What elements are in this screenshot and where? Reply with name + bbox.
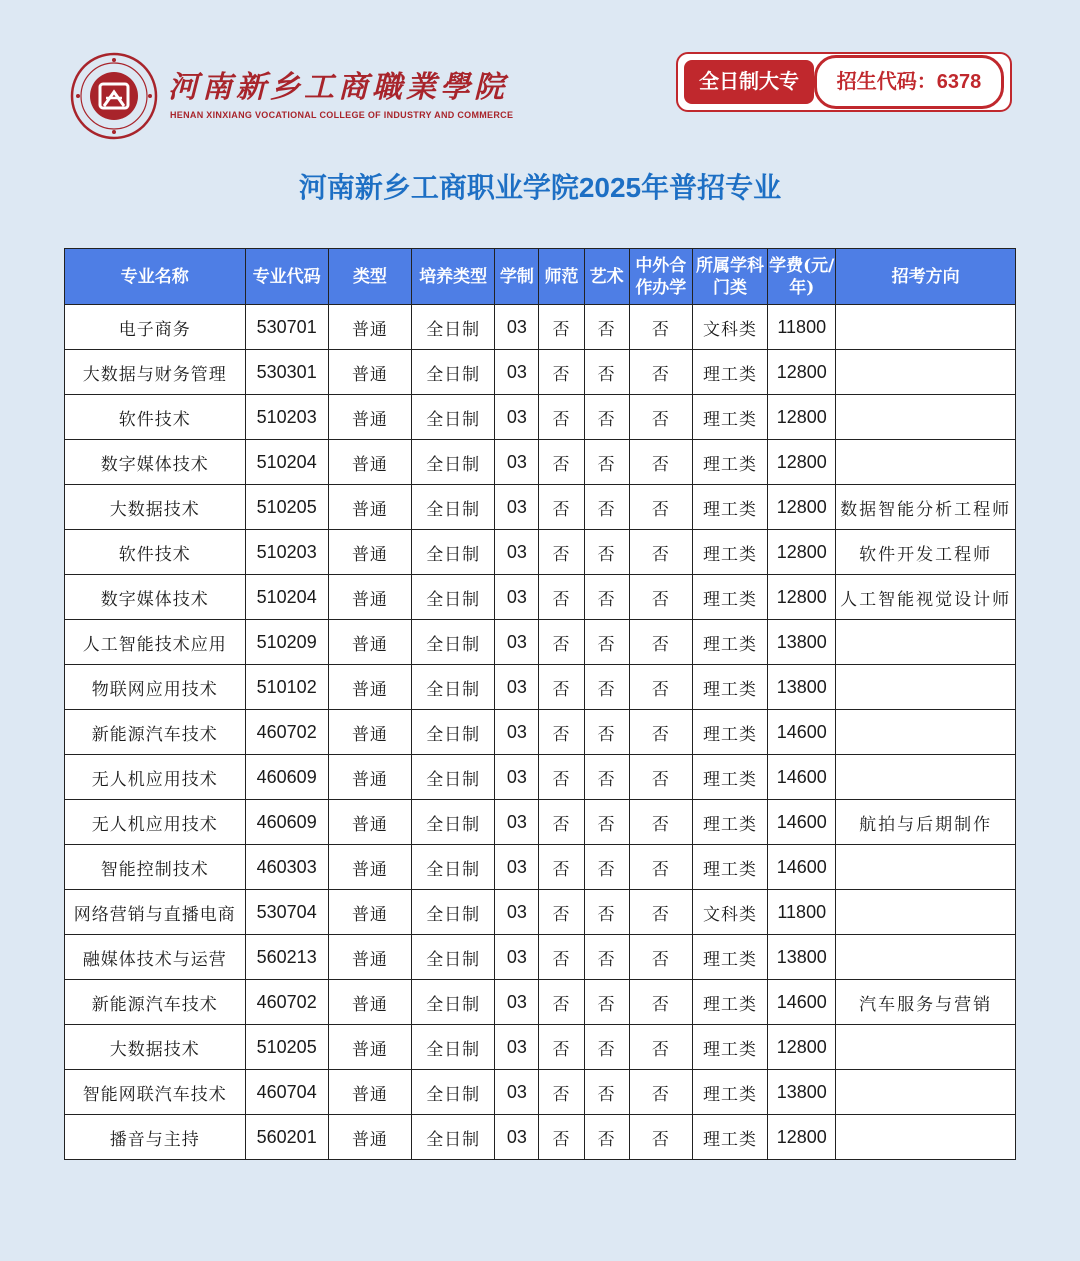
cell-duration: 03	[495, 845, 539, 890]
cell-major-code: 460609	[245, 800, 328, 845]
cell-discipline: 理工类	[692, 1115, 767, 1160]
table-row	[65, 1025, 1016, 1070]
cell-tuition: 13800	[768, 665, 836, 710]
cell-training-type: 全日制	[412, 620, 495, 665]
cell-art: 否	[584, 305, 629, 350]
cell-art: 否	[584, 440, 629, 485]
cell-art: 否	[584, 485, 629, 530]
cell-type: 普通	[328, 305, 411, 350]
cell-major-code: 460702	[245, 710, 328, 755]
cell-normal: 否	[539, 305, 584, 350]
cell-discipline: 理工类	[692, 665, 767, 710]
table-row	[65, 845, 1016, 890]
col-header-normal: 师范	[539, 249, 584, 305]
cell-discipline: 理工类	[692, 575, 767, 620]
cell-major-name: 新能源汽车技术	[65, 980, 246, 1025]
cell-direction	[836, 1070, 1016, 1115]
table-row	[65, 980, 1016, 1025]
cell-major-name: 无人机应用技术	[65, 800, 246, 845]
cell-duration: 03	[495, 980, 539, 1025]
cell-art: 否	[584, 800, 629, 845]
cell-major-name: 大数据与财务管理	[65, 350, 246, 395]
cell-tuition: 12800	[768, 485, 836, 530]
table-body	[65, 305, 1016, 1160]
cell-duration: 03	[495, 395, 539, 440]
col-header-type: 类型	[328, 249, 411, 305]
cell-major-code: 510205	[245, 485, 328, 530]
cell-major-code: 510102	[245, 665, 328, 710]
cell-type: 普通	[328, 710, 411, 755]
cell-major-name: 大数据技术	[65, 1025, 246, 1070]
cell-duration: 03	[495, 935, 539, 980]
cell-discipline: 理工类	[692, 440, 767, 485]
enrollment-badge	[676, 52, 1012, 112]
cell-training-type: 全日制	[412, 935, 495, 980]
cell-training-type: 全日制	[412, 1115, 495, 1160]
badge-enrollment-code: 招生代码：6378	[814, 55, 1004, 109]
table-row	[65, 440, 1016, 485]
cell-discipline: 理工类	[692, 350, 767, 395]
cell-normal: 否	[539, 1025, 584, 1070]
col-header-major-code: 专业代码	[245, 249, 328, 305]
cell-tuition: 14600	[768, 710, 836, 755]
cell-tuition: 13800	[768, 620, 836, 665]
cell-type: 普通	[328, 1070, 411, 1115]
cell-major-name: 软件技术	[65, 530, 246, 575]
cell-duration: 03	[495, 1025, 539, 1070]
cell-direction	[836, 890, 1016, 935]
cell-joint-program: 否	[629, 845, 692, 890]
cell-type: 普通	[328, 1115, 411, 1160]
table-row	[65, 1070, 1016, 1115]
cell-direction: 汽车服务与营销	[836, 980, 1016, 1025]
cell-direction	[836, 395, 1016, 440]
cell-direction	[836, 710, 1016, 755]
table-row	[65, 1115, 1016, 1160]
cell-major-code: 530704	[245, 890, 328, 935]
cell-duration: 03	[495, 710, 539, 755]
cell-direction	[836, 755, 1016, 800]
cell-major-name: 物联网应用技术	[65, 665, 246, 710]
cell-discipline: 理工类	[692, 1025, 767, 1070]
cell-art: 否	[584, 620, 629, 665]
cell-normal: 否	[539, 620, 584, 665]
cell-type: 普通	[328, 1025, 411, 1070]
cell-discipline: 理工类	[692, 530, 767, 575]
table-row	[65, 350, 1016, 395]
cell-training-type: 全日制	[412, 845, 495, 890]
cell-major-name: 智能网联汽车技术	[65, 1070, 246, 1115]
col-header-duration: 学制	[495, 249, 539, 305]
cell-tuition: 11800	[768, 890, 836, 935]
cell-art: 否	[584, 575, 629, 620]
cell-art: 否	[584, 530, 629, 575]
cell-duration: 03	[495, 800, 539, 845]
cell-major-code: 530701	[245, 305, 328, 350]
cell-direction	[836, 440, 1016, 485]
cell-training-type: 全日制	[412, 575, 495, 620]
table-row	[65, 665, 1016, 710]
cell-joint-program: 否	[629, 305, 692, 350]
cell-type: 普通	[328, 530, 411, 575]
cell-major-name: 播音与主持	[65, 1115, 246, 1160]
cell-tuition: 12800	[768, 575, 836, 620]
cell-normal: 否	[539, 575, 584, 620]
cell-direction: 数据智能分析工程师	[836, 485, 1016, 530]
cell-normal: 否	[539, 530, 584, 575]
cell-direction: 航拍与后期制作	[836, 800, 1016, 845]
cell-art: 否	[584, 710, 629, 755]
badge-program-type: 全日制大专	[684, 60, 814, 104]
cell-major-name: 智能控制技术	[65, 845, 246, 890]
cell-major-name: 无人机应用技术	[65, 755, 246, 800]
cell-joint-program: 否	[629, 440, 692, 485]
table-row	[65, 710, 1016, 755]
cell-art: 否	[584, 395, 629, 440]
cell-normal: 否	[539, 1070, 584, 1115]
cell-normal: 否	[539, 395, 584, 440]
cell-discipline: 理工类	[692, 935, 767, 980]
col-header-discipline: 所属学科门类	[692, 249, 767, 305]
cell-discipline: 理工类	[692, 980, 767, 1025]
cell-major-name: 网络营销与直播电商	[65, 890, 246, 935]
cell-major-code: 530301	[245, 350, 328, 395]
cell-type: 普通	[328, 485, 411, 530]
cell-training-type: 全日制	[412, 1070, 495, 1115]
table-row	[65, 575, 1016, 620]
cell-type: 普通	[328, 395, 411, 440]
cell-training-type: 全日制	[412, 485, 495, 530]
school-name-logotype: 河南新乡工商職業學院	[168, 70, 508, 105]
cell-training-type: 全日制	[412, 755, 495, 800]
cell-joint-program: 否	[629, 1115, 692, 1160]
cell-tuition: 14600	[768, 800, 836, 845]
table-row	[65, 800, 1016, 845]
cell-joint-program: 否	[629, 665, 692, 710]
cell-type: 普通	[328, 665, 411, 710]
cell-type: 普通	[328, 440, 411, 485]
col-header-art: 艺术	[584, 249, 629, 305]
cell-discipline: 理工类	[692, 395, 767, 440]
cell-joint-program: 否	[629, 935, 692, 980]
cell-duration: 03	[495, 350, 539, 395]
cell-tuition: 14600	[768, 755, 836, 800]
cell-tuition: 14600	[768, 980, 836, 1025]
cell-duration: 03	[495, 1070, 539, 1115]
cell-major-name: 电子商务	[65, 305, 246, 350]
cell-art: 否	[584, 350, 629, 395]
cell-tuition: 12800	[768, 1115, 836, 1160]
table-row	[65, 620, 1016, 665]
col-header-joint-program: 中外合作办学	[629, 249, 692, 305]
cell-duration: 03	[495, 485, 539, 530]
table-row	[65, 305, 1016, 350]
cell-direction	[836, 350, 1016, 395]
school-name-english: HENAN XINXIANG VOCATIONAL COLLEGE OF INDUSTRY AND COMMERCE	[170, 110, 514, 120]
cell-art: 否	[584, 890, 629, 935]
cell-tuition: 12800	[768, 395, 836, 440]
cell-normal: 否	[539, 665, 584, 710]
cell-training-type: 全日制	[412, 530, 495, 575]
cell-normal: 否	[539, 980, 584, 1025]
cell-discipline: 文科类	[692, 890, 767, 935]
cell-duration: 03	[495, 890, 539, 935]
cell-major-name: 数字媒体技术	[65, 440, 246, 485]
cell-joint-program: 否	[629, 800, 692, 845]
cell-training-type: 全日制	[412, 980, 495, 1025]
cell-normal: 否	[539, 935, 584, 980]
cell-tuition: 12800	[768, 350, 836, 395]
cell-discipline: 理工类	[692, 620, 767, 665]
cell-duration: 03	[495, 440, 539, 485]
cell-normal: 否	[539, 440, 584, 485]
cell-direction	[836, 620, 1016, 665]
cell-major-name: 数字媒体技术	[65, 575, 246, 620]
cell-training-type: 全日制	[412, 1025, 495, 1070]
cell-art: 否	[584, 1115, 629, 1160]
cell-joint-program: 否	[629, 755, 692, 800]
cell-tuition: 14600	[768, 845, 836, 890]
cell-direction	[836, 935, 1016, 980]
cell-joint-program: 否	[629, 1025, 692, 1070]
cell-art: 否	[584, 845, 629, 890]
table-row	[65, 530, 1016, 575]
cell-major-code: 460702	[245, 980, 328, 1025]
cell-major-code: 560213	[245, 935, 328, 980]
cell-joint-program: 否	[629, 575, 692, 620]
cell-direction	[836, 1115, 1016, 1160]
table-row	[65, 755, 1016, 800]
cell-type: 普通	[328, 980, 411, 1025]
cell-tuition: 13800	[768, 935, 836, 980]
col-header-training-type: 培养类型	[412, 249, 495, 305]
cell-discipline: 文科类	[692, 305, 767, 350]
cell-major-code: 510209	[245, 620, 328, 665]
cell-discipline: 理工类	[692, 710, 767, 755]
cell-major-code: 510203	[245, 530, 328, 575]
cell-major-name: 人工智能技术应用	[65, 620, 246, 665]
cell-joint-program: 否	[629, 710, 692, 755]
col-header-direction: 招考方向	[836, 249, 1016, 305]
cell-major-code: 510204	[245, 575, 328, 620]
cell-normal: 否	[539, 800, 584, 845]
col-header-tuition: 学费(元/年)	[768, 249, 836, 305]
table-row	[65, 890, 1016, 935]
cell-normal: 否	[539, 890, 584, 935]
majors-table	[64, 248, 1016, 1160]
cell-duration: 03	[495, 620, 539, 665]
cell-joint-program: 否	[629, 1070, 692, 1115]
cell-art: 否	[584, 665, 629, 710]
page-title: 河南新乡工商职业学院2025年普招专业	[298, 172, 782, 203]
cell-training-type: 全日制	[412, 440, 495, 485]
cell-training-type: 全日制	[412, 710, 495, 755]
cell-discipline: 理工类	[692, 800, 767, 845]
cell-joint-program: 否	[629, 395, 692, 440]
cell-tuition: 12800	[768, 1025, 836, 1070]
cell-type: 普通	[328, 620, 411, 665]
cell-major-code: 460704	[245, 1070, 328, 1115]
table-row	[65, 485, 1016, 530]
cell-direction: 软件开发工程师	[836, 530, 1016, 575]
cell-tuition: 13800	[768, 1070, 836, 1115]
cell-joint-program: 否	[629, 620, 692, 665]
cell-type: 普通	[328, 575, 411, 620]
cell-normal: 否	[539, 350, 584, 395]
cell-duration: 03	[495, 755, 539, 800]
cell-joint-program: 否	[629, 890, 692, 935]
table-row	[65, 395, 1016, 440]
cell-major-name: 新能源汽车技术	[65, 710, 246, 755]
cell-duration: 03	[495, 305, 539, 350]
cell-tuition: 11800	[768, 305, 836, 350]
cell-duration: 03	[495, 530, 539, 575]
college-seal-logo	[70, 52, 158, 140]
cell-training-type: 全日制	[412, 890, 495, 935]
cell-tuition: 12800	[768, 530, 836, 575]
cell-discipline: 理工类	[692, 755, 767, 800]
cell-direction	[836, 845, 1016, 890]
cell-major-code: 510203	[245, 395, 328, 440]
cell-training-type: 全日制	[412, 395, 495, 440]
cell-training-type: 全日制	[412, 800, 495, 845]
cell-training-type: 全日制	[412, 305, 495, 350]
cell-art: 否	[584, 935, 629, 980]
cell-discipline: 理工类	[692, 845, 767, 890]
cell-joint-program: 否	[629, 980, 692, 1025]
cell-major-name: 融媒体技术与运营	[65, 935, 246, 980]
cell-type: 普通	[328, 800, 411, 845]
cell-major-code: 560201	[245, 1115, 328, 1160]
cell-normal: 否	[539, 845, 584, 890]
cell-joint-program: 否	[629, 350, 692, 395]
cell-duration: 03	[495, 665, 539, 710]
cell-type: 普通	[328, 845, 411, 890]
cell-direction	[836, 665, 1016, 710]
cell-type: 普通	[328, 755, 411, 800]
cell-discipline: 理工类	[692, 1070, 767, 1115]
cell-type: 普通	[328, 935, 411, 980]
cell-major-code: 460609	[245, 755, 328, 800]
col-header-major-name: 专业名称	[65, 249, 246, 305]
cell-art: 否	[584, 755, 629, 800]
cell-training-type: 全日制	[412, 350, 495, 395]
cell-art: 否	[584, 1070, 629, 1115]
cell-tuition: 12800	[768, 440, 836, 485]
cell-direction: 人工智能视觉设计师	[836, 575, 1016, 620]
cell-art: 否	[584, 980, 629, 1025]
cell-joint-program: 否	[629, 530, 692, 575]
cell-discipline: 理工类	[692, 485, 767, 530]
cell-joint-program: 否	[629, 485, 692, 530]
cell-major-code: 460303	[245, 845, 328, 890]
cell-major-name: 软件技术	[65, 395, 246, 440]
cell-training-type: 全日制	[412, 665, 495, 710]
cell-duration: 03	[495, 1115, 539, 1160]
cell-type: 普通	[328, 350, 411, 395]
cell-normal: 否	[539, 710, 584, 755]
table-header-row	[65, 249, 1016, 305]
cell-normal: 否	[539, 1115, 584, 1160]
cell-major-name: 大数据技术	[65, 485, 246, 530]
cell-art: 否	[584, 1025, 629, 1070]
cell-normal: 否	[539, 485, 584, 530]
cell-type: 普通	[328, 890, 411, 935]
table-row	[65, 935, 1016, 980]
cell-major-code: 510204	[245, 440, 328, 485]
cell-major-code: 510205	[245, 1025, 328, 1070]
cell-direction	[836, 1025, 1016, 1070]
cell-normal: 否	[539, 755, 584, 800]
cell-direction	[836, 305, 1016, 350]
page-header	[0, 0, 1080, 150]
cell-duration: 03	[495, 575, 539, 620]
